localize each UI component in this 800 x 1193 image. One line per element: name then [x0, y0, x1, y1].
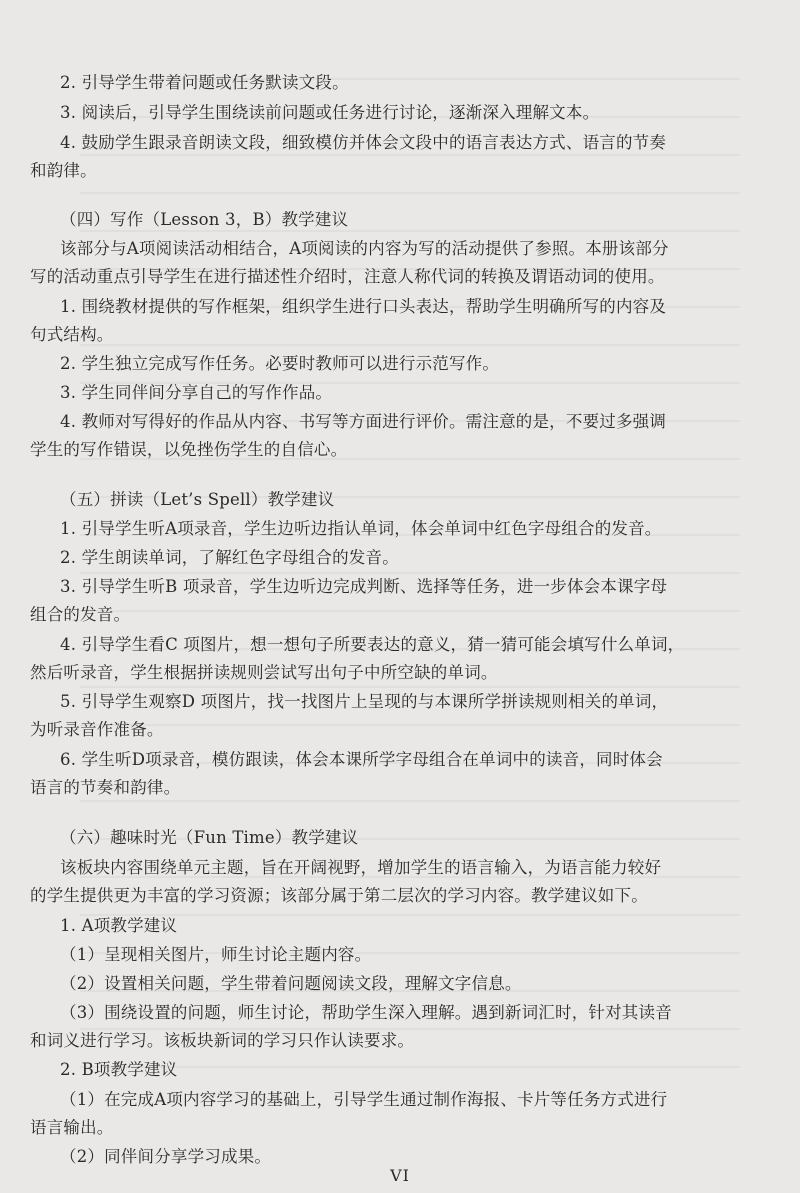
- text-line: 该板块内容围绕单元主题，旨在开阔视野，增加学生的语言输入，为语言能力较好: [60, 858, 662, 877]
- text-line: 2. 学生独立完成写作任务。必要时教师可以进行示范写作。: [60, 354, 500, 373]
- text-line: 学生的写作错误，以免挫伤学生的自信心。: [30, 440, 348, 459]
- text-line: 2. 引导学生带着问题或任务默读文段。: [60, 73, 349, 92]
- section-heading-fun-time: （六）趣味时光（Fun Time）教学建议: [60, 828, 359, 847]
- text-line: 1. 引导学生听A项录音，学生边听边指认单词，体会单词中红色字母组合的发音。: [60, 519, 662, 538]
- text-line: 1. 围绕教材提供的写作框架，组织学生进行口头表达，帮助学生明确所写的内容及: [60, 297, 667, 316]
- text-line: 2. 学生朗读单词，了解红色字母组合的发音。: [60, 548, 399, 567]
- text-line: 写的活动重点引导学生在进行描述性介绍时，注意人称代词的转换及谓语动词的使用。: [30, 267, 665, 286]
- text-line: 6. 学生听D项录音，模仿跟读，体会本课所学字母组合在单词中的读音，同时体会: [60, 750, 663, 769]
- text-line: 1. A项教学建议: [60, 916, 178, 935]
- text-line: 2. B项教学建议: [60, 1060, 178, 1079]
- text-line: （2）设置相关问题，学生带着问题阅读文段，理解文字信息。: [60, 974, 522, 993]
- text-line: （2）同伴间分享学习成果。: [60, 1147, 272, 1166]
- text-line: 4. 引导学生看C 项图片，想一想句子所要表达的意义，猜一猜可能会填写什么单词，: [60, 635, 685, 654]
- text-line: 3. 引导学生听B 项录音，学生边听边完成判断、选择等任务，进一步体会本课字母: [60, 577, 668, 596]
- page-number: VI: [390, 1166, 410, 1185]
- text-line: 然后听录音，学生根据拼读规则尝试写出句子中所空缺的单词。: [30, 663, 498, 682]
- text-line: 4. 教师对写得好的作品从内容、书写等方面进行评价。需注意的是，不要过多强调: [60, 412, 667, 431]
- text-line: （3）围绕设置的问题，师生讨论，帮助学生深入理解。遇到新词汇时，针对其读音: [60, 1003, 672, 1022]
- section-heading-spelling: （五）拼读（Let’s Spell）教学建议: [60, 490, 335, 509]
- text-line: 和韵律。: [30, 161, 97, 180]
- text-line: 4. 鼓励学生跟录音朗读文段，细致模仿并体会文段中的语言表达方式、语言的节奏: [60, 133, 667, 152]
- text-line: 和词义进行学习。该板块新词的学习只作认读要求。: [30, 1031, 415, 1050]
- text-line: 的学生提供更为丰富的学习资源；该部分属于第二层次的学习内容。教学建议如下。: [30, 886, 648, 905]
- text-line: 句式结构。: [30, 325, 114, 344]
- text-line: 3. 阅读后，引导学生围绕读前问题或任务进行讨论，逐渐深入理解文本。: [60, 103, 600, 122]
- section-heading-writing: （四）写作（Lesson 3，B）教学建议: [60, 210, 349, 229]
- text-line: （1）在完成A项内容学习的基础上，引导学生通过制作海报、卡片等任务方式进行: [60, 1090, 668, 1109]
- text-line: 语言输出。: [30, 1118, 114, 1137]
- text-line: 为听录音作准备。: [30, 720, 164, 739]
- text-line: 该部分与A项阅读活动相结合，A项阅读的内容为写的活动提供了参照。本册该部分: [60, 239, 669, 258]
- text-line: （1）呈现相关图片，师生讨论主题内容。: [60, 945, 372, 964]
- text-line: 5. 引导学生观察D 项图片，找一找图片上呈现的与本课所学拼读规则相关的单词，: [60, 692, 669, 711]
- text-line: 组合的发音。: [30, 605, 131, 624]
- text-line: 3. 学生同伴间分享自己的写作作品。: [60, 383, 333, 402]
- text-line: 语言的节奏和韵律。: [30, 778, 181, 797]
